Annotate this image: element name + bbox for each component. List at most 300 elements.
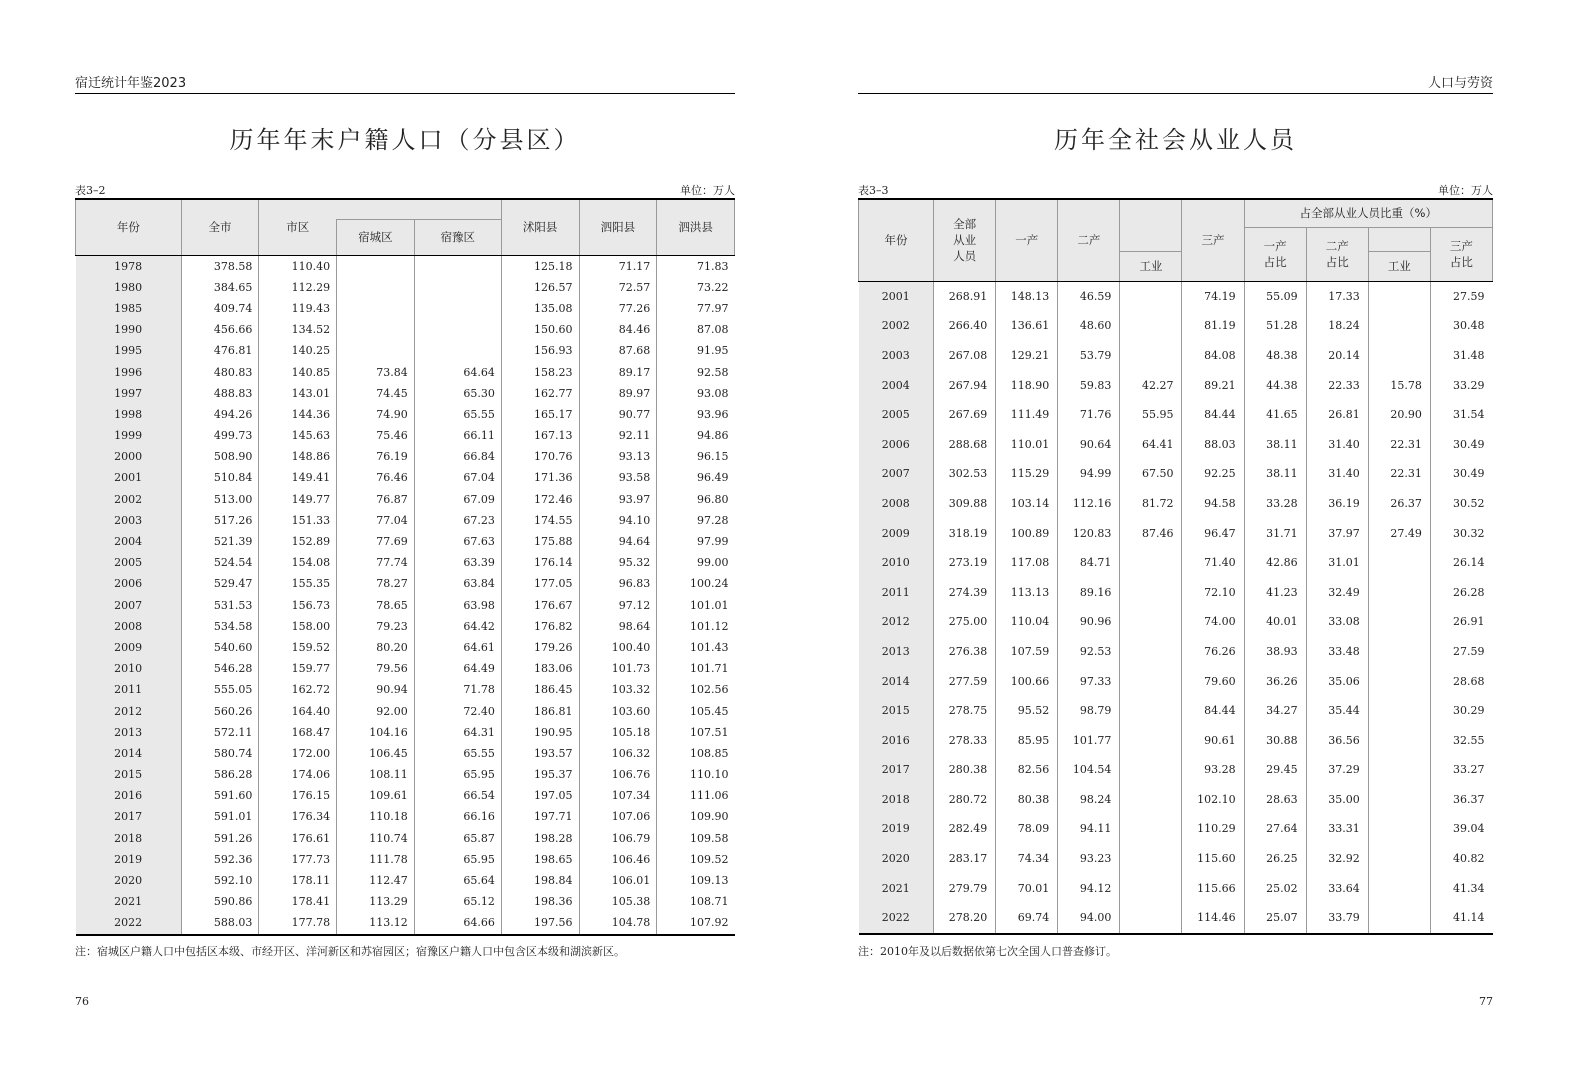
value-cell: 22.31 [1368,429,1430,459]
value-cell: 529.47 [181,573,259,594]
value-cell [1120,696,1182,726]
value-cell: 65.87 [414,828,501,849]
value-cell: 87.68 [579,340,657,361]
value-cell: 152.89 [259,531,337,552]
table-row [76,806,735,827]
value-cell: 48.38 [1244,341,1306,371]
header-shuyang: 沭阳县 [501,199,579,255]
value-cell: 521.39 [181,531,259,552]
population-table [75,198,735,936]
table-row [76,340,735,361]
value-cell [1368,341,1430,371]
value-cell: 36.19 [1306,489,1368,519]
value-cell: 67.04 [414,467,501,488]
value-cell [1120,577,1182,607]
value-cell: 110.40 [259,255,337,277]
table-row [859,548,1493,578]
value-cell: 96.47 [1182,518,1244,548]
year-cell: 2004 [76,531,182,552]
header-industry: 工业 [1120,251,1182,281]
year-cell: 2011 [859,577,934,607]
value-cell: 193.57 [501,743,579,764]
value-cell: 20.14 [1306,341,1368,371]
value-cell: 106.46 [579,849,657,870]
value-cell: 129.21 [996,341,1058,371]
table-row [859,400,1493,430]
value-cell [1120,814,1182,844]
value-cell: 30.88 [1244,725,1306,755]
value-cell: 98.24 [1058,785,1120,815]
table-row [859,873,1493,903]
value-cell: 278.75 [934,696,996,726]
value-cell: 37.97 [1306,518,1368,548]
value-cell: 105.45 [657,700,735,721]
value-cell: 197.71 [501,806,579,827]
value-cell: 267.08 [934,341,996,371]
value-cell: 26.14 [1430,548,1492,578]
value-cell: 66.16 [414,806,501,827]
value-cell: 118.90 [996,370,1058,400]
value-cell: 280.38 [934,755,996,785]
value-cell: 176.67 [501,595,579,616]
value-cell: 174.06 [259,764,337,785]
value-cell: 591.26 [181,828,259,849]
value-cell: 513.00 [181,489,259,510]
value-cell: 69.74 [996,903,1058,934]
value-cell: 102.10 [1182,785,1244,815]
value-cell: 94.11 [1058,814,1120,844]
value-cell: 278.20 [934,903,996,934]
value-cell [1120,341,1182,371]
value-cell: 117.08 [996,548,1058,578]
value-cell: 22.33 [1306,370,1368,400]
value-cell: 167.13 [501,425,579,446]
value-cell [1368,785,1430,815]
table-row [859,755,1493,785]
value-cell: 76.19 [337,446,415,467]
value-cell: 101.12 [657,616,735,637]
value-cell [414,277,501,298]
table-row [76,255,735,277]
year-cell: 2004 [859,370,934,400]
year-cell: 2008 [859,489,934,519]
year-cell: 2019 [859,814,934,844]
value-cell: 268.91 [934,281,996,311]
value-cell: 41.23 [1244,577,1306,607]
value-cell: 94.00 [1058,903,1120,934]
value-cell: 267.94 [934,370,996,400]
value-cell: 41.34 [1430,873,1492,903]
value-cell: 72.57 [579,277,657,298]
table-row [76,785,735,806]
year-cell: 2012 [859,607,934,637]
value-cell: 93.23 [1058,844,1120,874]
year-cell: 2016 [859,725,934,755]
value-cell: 109.52 [657,849,735,870]
value-cell: 186.81 [501,700,579,721]
value-cell: 38.93 [1244,637,1306,667]
value-cell: 162.72 [259,679,337,700]
value-cell: 318.19 [934,518,996,548]
table-row [859,577,1493,607]
value-cell: 101.71 [657,658,735,679]
value-cell: 30.49 [1430,429,1492,459]
left-page [75,0,735,1077]
value-cell: 279.79 [934,873,996,903]
value-cell: 159.77 [259,658,337,679]
value-cell: 84.44 [1182,696,1244,726]
value-cell: 151.33 [259,510,337,531]
value-cell: 120.83 [1058,518,1120,548]
value-cell: 106.79 [579,828,657,849]
table-row [76,828,735,849]
value-cell: 108.85 [657,743,735,764]
table-row [76,616,735,637]
year-cell: 2006 [76,573,182,594]
value-cell: 176.34 [259,806,337,827]
value-cell: 55.95 [1120,400,1182,430]
value-cell: 84.46 [579,319,657,340]
table-row [76,870,735,891]
value-cell: 198.65 [501,849,579,870]
employment-table-wrap [858,198,1493,935]
year-cell: 2011 [76,679,182,700]
table-row [859,341,1493,371]
header-total: 全部 从业 人员 [934,199,996,281]
year-cell: 2001 [859,281,934,311]
value-cell: 149.41 [259,467,337,488]
value-cell: 64.61 [414,637,501,658]
value-cell [337,255,415,277]
value-cell: 25.02 [1244,873,1306,903]
value-cell: 97.33 [1058,666,1120,696]
value-cell: 150.60 [501,319,579,340]
table-row [76,552,735,573]
value-cell: 15.78 [1368,370,1430,400]
value-cell: 42.86 [1244,548,1306,578]
value-cell [1368,814,1430,844]
year-cell: 2006 [859,429,934,459]
value-cell: 378.58 [181,255,259,277]
value-cell: 22.31 [1368,459,1430,489]
value-cell: 36.37 [1430,785,1492,815]
value-cell: 546.28 [181,658,259,679]
value-cell: 63.98 [414,595,501,616]
value-cell: 508.90 [181,446,259,467]
value-cell [1120,873,1182,903]
page-title: 历年全社会从业人员 [1054,126,1297,154]
value-cell: 76.87 [337,489,415,510]
header-year: 年份 [859,199,934,281]
table-meta [858,182,1493,198]
yearbook-title: 宿迁统计年鉴2023 [75,76,187,91]
value-cell: 148.13 [996,281,1058,311]
value-cell: 92.53 [1058,637,1120,667]
value-cell: 283.17 [934,844,996,874]
value-cell: 100.24 [657,573,735,594]
table-row [76,531,735,552]
year-cell: 2022 [859,903,934,934]
year-cell: 2015 [859,696,934,726]
value-cell: 109.13 [657,870,735,891]
value-cell: 89.17 [579,361,657,382]
value-cell: 175.88 [501,531,579,552]
year-cell: 1996 [76,361,182,382]
value-cell: 288.68 [934,429,996,459]
value-cell: 94.10 [579,510,657,531]
value-cell: 115.66 [1182,873,1244,903]
value-cell: 107.59 [996,637,1058,667]
value-cell: 32.92 [1306,844,1368,874]
value-cell: 159.52 [259,637,337,658]
value-cell: 77.26 [579,298,657,319]
value-cell: 65.55 [414,743,501,764]
value-cell: 90.64 [1058,429,1120,459]
year-cell: 2005 [76,552,182,573]
value-cell: 34.27 [1244,696,1306,726]
value-cell: 113.29 [337,891,415,912]
value-cell: 276.38 [934,637,996,667]
value-cell: 46.59 [1058,281,1120,311]
value-cell: 76.26 [1182,637,1244,667]
table-number: 表3–3 [858,184,889,197]
value-cell: 74.90 [337,404,415,425]
value-cell: 384.65 [181,277,259,298]
value-cell: 164.40 [259,700,337,721]
table-row [76,891,735,912]
value-cell: 108.11 [337,764,415,785]
value-cell: 162.77 [501,383,579,404]
table-row [76,658,735,679]
value-cell: 94.64 [579,531,657,552]
table-row [76,298,735,319]
header-year: 年份 [76,199,182,255]
header-urban-spacer [337,199,502,219]
table-row [859,785,1493,815]
value-cell: 31.01 [1306,548,1368,578]
value-cell: 480.83 [181,361,259,382]
table-row [76,319,735,340]
value-cell [1120,311,1182,341]
value-cell: 140.85 [259,361,337,382]
value-cell: 64.31 [414,722,501,743]
value-cell: 74.45 [337,383,415,404]
value-cell [414,319,501,340]
value-cell: 176.15 [259,785,337,806]
value-cell: 96.49 [657,467,735,488]
header-suyu: 宿豫区 [414,219,501,255]
table-row [76,722,735,743]
value-cell: 179.26 [501,637,579,658]
value-cell: 33.27 [1430,755,1492,785]
value-cell: 168.47 [259,722,337,743]
header-urban: 市区 [259,199,337,255]
value-cell: 26.25 [1244,844,1306,874]
value-cell [1368,607,1430,637]
year-cell: 2001 [76,467,182,488]
table-row [76,277,735,298]
value-cell: 586.28 [181,764,259,785]
right-page [858,0,1493,1077]
value-cell: 78.27 [337,573,415,594]
value-cell: 79.56 [337,658,415,679]
value-cell: 33.29 [1430,370,1492,400]
employment-table-body [859,281,1493,934]
table-row [76,743,735,764]
table-row [76,573,735,594]
value-cell: 144.36 [259,404,337,425]
year-cell: 1990 [76,319,182,340]
value-cell: 534.58 [181,616,259,637]
value-cell [1368,725,1430,755]
value-cell: 72.10 [1182,577,1244,607]
value-cell: 112.16 [1058,489,1120,519]
value-cell: 82.56 [996,755,1058,785]
year-cell: 2010 [859,548,934,578]
value-cell: 110.01 [996,429,1058,459]
value-cell: 84.08 [1182,341,1244,371]
value-cell: 66.84 [414,446,501,467]
value-cell: 27.59 [1430,281,1492,311]
table-row [76,700,735,721]
value-cell: 65.95 [414,849,501,870]
value-cell: 90.77 [579,404,657,425]
value-cell: 591.01 [181,806,259,827]
value-cell: 111.06 [657,785,735,806]
value-cell: 71.17 [579,255,657,277]
value-cell: 112.29 [259,277,337,298]
table-row [859,489,1493,519]
value-cell [1368,666,1430,696]
value-cell [337,277,415,298]
value-cell [337,298,415,319]
value-cell: 27.59 [1430,637,1492,667]
value-cell: 177.05 [501,573,579,594]
value-cell: 64.41 [1120,429,1182,459]
value-cell: 41.65 [1244,400,1306,430]
value-cell: 36.26 [1244,666,1306,696]
value-cell: 94.58 [1182,489,1244,519]
value-cell: 31.40 [1306,459,1368,489]
header-secondary: 二产 [1058,199,1120,281]
value-cell: 93.28 [1182,755,1244,785]
value-cell: 31.71 [1244,518,1306,548]
table-row [76,637,735,658]
value-cell: 67.23 [414,510,501,531]
value-cell: 100.89 [996,518,1058,548]
value-cell: 77.74 [337,552,415,573]
table-row [859,607,1493,637]
value-cell: 134.52 [259,319,337,340]
value-cell: 75.46 [337,425,415,446]
year-cell: 2019 [76,849,182,870]
value-cell: 66.54 [414,785,501,806]
value-cell: 80.38 [996,785,1058,815]
value-cell: 78.09 [996,814,1058,844]
year-cell: 2014 [76,743,182,764]
value-cell: 100.66 [996,666,1058,696]
value-cell [337,319,415,340]
value-cell: 590.86 [181,891,259,912]
table-row [859,844,1493,874]
value-cell: 101.43 [657,637,735,658]
table-row [76,912,735,934]
value-cell: 106.76 [579,764,657,785]
year-cell: 1998 [76,404,182,425]
table-row [76,510,735,531]
population-table-body [76,255,735,935]
table-row [859,311,1493,341]
header-primary: 一产 [996,199,1058,281]
value-cell: 36.56 [1306,725,1368,755]
value-cell [414,340,501,361]
value-cell: 197.05 [501,785,579,806]
value-cell: 28.63 [1244,785,1306,815]
value-cell: 104.54 [1058,755,1120,785]
table-row [859,814,1493,844]
value-cell: 93.58 [579,467,657,488]
value-cell: 51.28 [1244,311,1306,341]
value-cell: 27.64 [1244,814,1306,844]
value-cell: 30.49 [1430,459,1492,489]
value-cell: 113.12 [337,912,415,934]
year-cell: 2002 [859,311,934,341]
table-row [76,489,735,510]
value-cell: 110.29 [1182,814,1244,844]
value-cell: 103.32 [579,679,657,700]
value-cell [1368,844,1430,874]
value-cell: 97.99 [657,531,735,552]
value-cell: 30.32 [1430,518,1492,548]
value-cell: 65.30 [414,383,501,404]
value-cell: 156.73 [259,595,337,616]
year-cell: 2020 [859,844,934,874]
table-row [859,518,1493,548]
value-cell: 302.53 [934,459,996,489]
header-siyang: 泗阳县 [579,199,657,255]
value-cell: 18.24 [1306,311,1368,341]
value-cell: 88.03 [1182,429,1244,459]
value-cell: 524.54 [181,552,259,573]
value-cell: 71.40 [1182,548,1244,578]
value-cell: 106.01 [579,870,657,891]
value-cell: 99.00 [657,552,735,573]
value-cell: 197.56 [501,912,579,934]
value-cell: 109.61 [337,785,415,806]
value-cell: 106.32 [579,743,657,764]
value-cell: 71.83 [657,255,735,277]
value-cell: 26.37 [1368,489,1430,519]
value-cell: 178.11 [259,870,337,891]
value-cell: 73.22 [657,277,735,298]
value-cell: 580.74 [181,743,259,764]
value-cell: 145.63 [259,425,337,446]
year-cell: 2003 [859,341,934,371]
year-cell: 2000 [76,446,182,467]
value-cell: 488.83 [181,383,259,404]
value-cell: 38.11 [1244,429,1306,459]
value-cell: 103.60 [579,700,657,721]
value-cell: 26.91 [1430,607,1492,637]
value-cell: 63.84 [414,573,501,594]
value-cell: 110.18 [337,806,415,827]
value-cell: 93.96 [657,404,735,425]
value-cell: 96.80 [657,489,735,510]
value-cell: 94.99 [1058,459,1120,489]
value-cell: 79.23 [337,616,415,637]
value-cell: 591.60 [181,785,259,806]
value-cell: 33.31 [1306,814,1368,844]
